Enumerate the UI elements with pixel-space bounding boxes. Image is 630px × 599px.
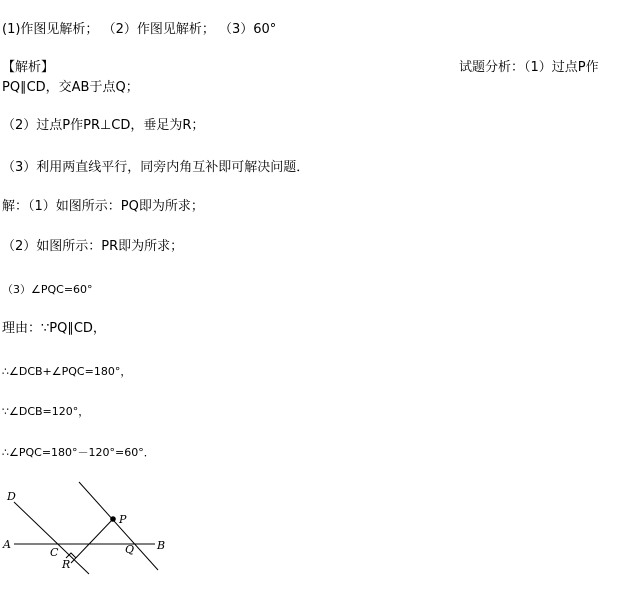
geometry-figure [0,476,180,586]
label-r: R [62,558,71,571]
solution-line1: 解：（1）如图所示：PQ即为所求； [2,199,204,214]
analysis-line3: （2）过点P作PR⊥CD，垂足为R； [2,118,205,133]
solution-line7: ∴∠PQC=180°－120°=60°． [2,446,155,459]
line-pq [79,482,158,570]
solution-line2: （2）如图所示：PR即为所求； [2,239,184,254]
solution-line3: （3）∠PQC=60° [2,283,93,296]
label-d: D [7,490,16,503]
solution-line6: ∵∠DCB=120°， [2,405,90,418]
solution-line4: 理由：∵PQ∥CD， [2,321,106,336]
label-a: A [3,538,11,551]
analysis-line2: PQ∥CD，交AB于点Q； [2,80,139,95]
label-q: Q [125,543,135,556]
label-p: P [119,513,127,526]
analysis-intro: 试题分析：（1）过点P作 [459,60,599,75]
answer-part2: （2）作图见解析； [102,22,215,37]
line-cd [14,502,89,574]
answer-part1: (1)作图见解析； [2,22,99,37]
analysis-heading: 【解析】 [2,60,55,75]
solution-line5: ∴∠DCB+∠PQC=180°， [2,365,132,378]
label-c: C [50,546,59,559]
analysis-line4: （3）利用两直线平行，同旁内角互补即可解决问题． [2,160,310,175]
segment-pr [71,519,113,563]
point-p [110,516,116,522]
answer-part3: （3）60° [218,22,277,37]
label-b: B [157,539,166,552]
answer-line [2,22,276,38]
